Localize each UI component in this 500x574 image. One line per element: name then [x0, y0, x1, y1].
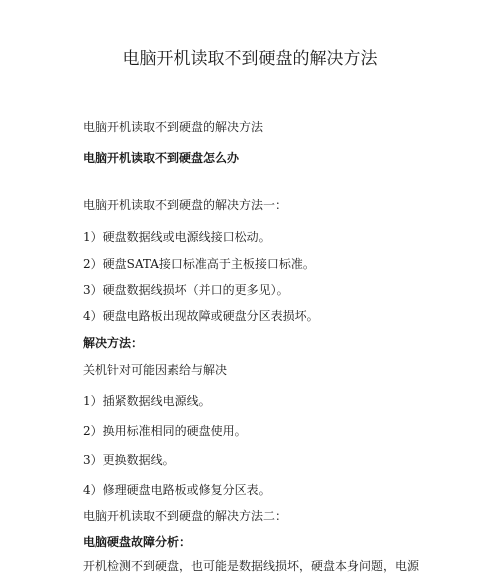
solution-item-3: 3）更换数据线。 [83, 453, 175, 467]
solution-item-4: 4）修理硬盘电路板或修复分区表。 [83, 483, 271, 497]
solution-item-2: 2）换用标准相同的硬盘使用。 [83, 424, 247, 438]
solution-item-1: 1）插紧数据线电源线。 [83, 394, 211, 408]
cause-item-2: 2）硬盘SATA接口标准高于主板接口标准。 [83, 257, 315, 271]
fault-analysis-text: 开机检测不到硬盘，也可能是数据线损坏，硬盘本身问题，电源 [83, 559, 420, 573]
solution-intro: 关机针对可能因素给与解决 [83, 363, 228, 377]
intro-line: 电脑开机读取不到硬盘的解决方法 [83, 120, 264, 134]
cause-item-1: 1）硬盘数据线或电源线接口松动。 [83, 230, 271, 244]
method-two-heading: 电脑开机读取不到硬盘的解决方法二： [83, 509, 288, 523]
cause-item-4: 4）硬盘电路板出现故障或硬盘分区表损坏。 [83, 309, 319, 323]
solution-heading: 解决方法： [83, 336, 144, 350]
subheading-line: 电脑开机读取不到硬盘怎么办 [83, 151, 240, 165]
fault-analysis-heading: 电脑硬盘故障分析： [83, 535, 192, 549]
document-title: 电脑开机读取不到硬盘的解决方法 [122, 49, 378, 69]
cause-item-3: 3）硬盘数据线损坏（并口的更多见）。 [83, 283, 289, 297]
method-one-heading: 电脑开机读取不到硬盘的解决方法一： [83, 198, 288, 212]
